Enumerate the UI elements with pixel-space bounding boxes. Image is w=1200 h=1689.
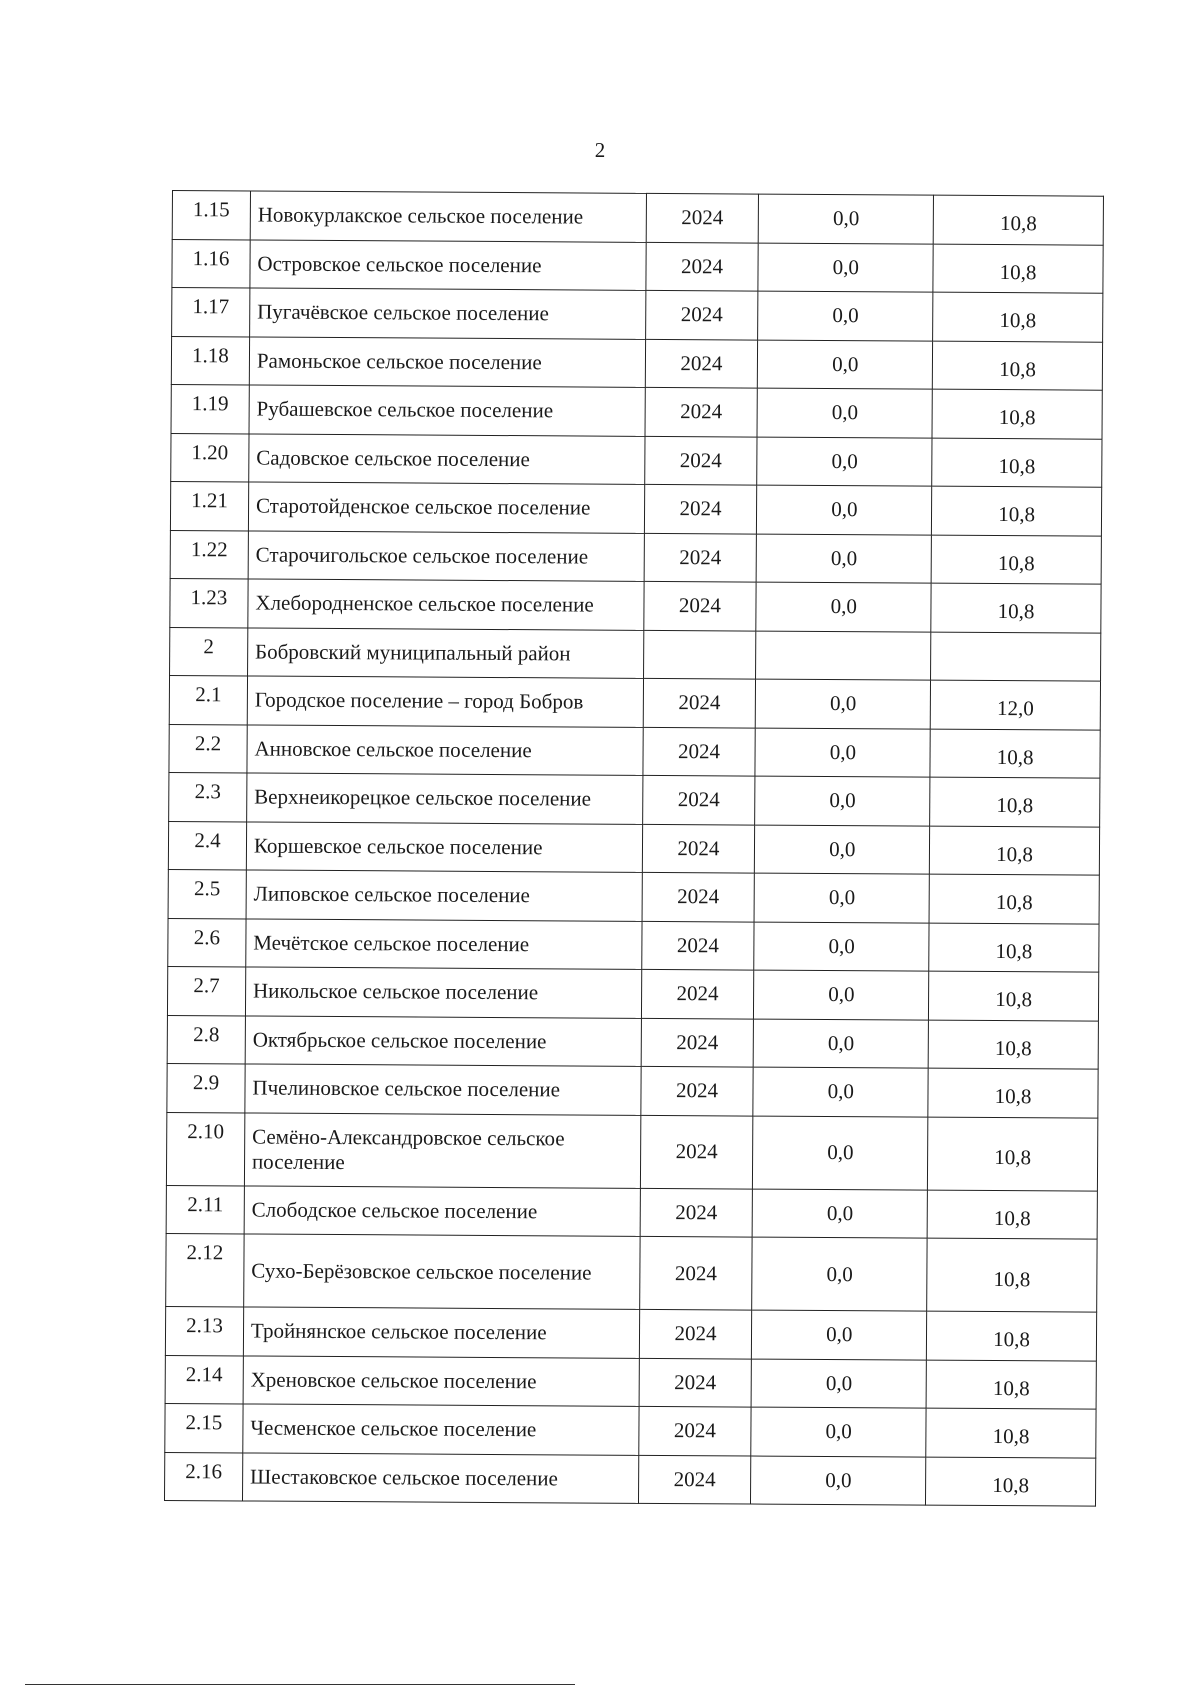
cell-year: 2024 — [642, 872, 755, 921]
cell-value-1: 0,0 — [757, 437, 932, 487]
cell-value-2 — [931, 632, 1101, 682]
cell-value-2: 10,8 — [930, 777, 1100, 827]
cell-value-1: 0,0 — [752, 1310, 927, 1360]
cell-value-2: 10,8 — [926, 1408, 1096, 1458]
cell-year: 2024 — [641, 1018, 754, 1067]
cell-value-1: 0,0 — [753, 1189, 928, 1239]
table-row — [170, 578, 1101, 632]
cell-value-2: 10,8 — [926, 1360, 1096, 1410]
cell-settlement-name: Садовское сельское поселение — [249, 433, 645, 484]
cell-value-2: 10,8 — [929, 971, 1099, 1021]
cell-year: 2024 — [646, 193, 759, 242]
cell-year: 2024 — [641, 921, 754, 970]
cell-settlement-name: Старотойденское сельское поселение — [248, 482, 644, 533]
page-number: 2 — [594, 138, 606, 162]
cell-number: 2.11 — [166, 1185, 244, 1234]
cell-settlement-name: Семёно-Александровское сельское поселение — [244, 1112, 640, 1187]
table-row — [172, 239, 1103, 293]
table-row — [170, 627, 1101, 681]
cell-value-1: 0,0 — [751, 1407, 926, 1457]
cell-number: 2.15 — [165, 1403, 243, 1452]
cell-value-2: 10,8 — [932, 486, 1102, 536]
cell-number: 1.20 — [171, 433, 249, 482]
table-row — [167, 966, 1098, 1020]
cell-value-2: 10,8 — [931, 535, 1101, 585]
table-row — [169, 772, 1100, 826]
cell-settlement-name: Новокурлакское сельское поселение — [250, 191, 646, 242]
cell-year: 2024 — [644, 533, 757, 582]
cell-settlement-name: Рамоньское сельское поселение — [249, 336, 645, 387]
cell-number: 1.21 — [170, 481, 248, 530]
cell-value-2: 10,8 — [928, 1068, 1098, 1118]
table-row — [165, 1306, 1096, 1360]
cell-value-1: 0,0 — [757, 534, 932, 584]
cell-number: 2.7 — [167, 966, 245, 1015]
cell-number: 2.1 — [169, 675, 247, 724]
cell-number: 1.18 — [171, 336, 249, 385]
cell-number: 1.19 — [171, 384, 249, 433]
cell-number: 1.22 — [170, 530, 248, 579]
cell-value-1: 0,0 — [754, 873, 929, 923]
table-row — [172, 191, 1103, 245]
cell-settlement-name: Слободское сельское поселение — [244, 1185, 640, 1236]
cell-number: 2.12 — [166, 1233, 244, 1306]
cell-settlement-name: Октябрьское сельское поселение — [245, 1015, 641, 1066]
cell-value-1: 0,0 — [758, 243, 933, 293]
table-row — [168, 918, 1099, 972]
cell-value-2: 10,8 — [933, 244, 1103, 294]
cell-settlement-name: Городское поселение – город Бобров — [247, 676, 643, 727]
cell-settlement-name: Никольское сельское поселение — [245, 967, 641, 1018]
cell-number: 1.16 — [172, 239, 250, 288]
cell-year: 2024 — [638, 1455, 751, 1504]
cell-value-2: 10,8 — [928, 1020, 1098, 1070]
table-row — [171, 433, 1102, 487]
cell-year: 2024 — [640, 1066, 753, 1115]
cell-settlement-name: Хлебородненское сельское поселение — [248, 579, 644, 630]
cell-value-1: 0,0 — [751, 1359, 926, 1409]
cell-value-1: 0,0 — [755, 776, 930, 826]
cell-value-1 — [756, 631, 931, 681]
cell-value-2: 10,8 — [932, 438, 1102, 488]
cell-value-1: 0,0 — [757, 388, 932, 438]
cell-value-2: 12,0 — [930, 680, 1100, 730]
cell-value-1: 0,0 — [754, 922, 929, 972]
cell-settlement-name: Старочигольское сельское поселение — [248, 530, 644, 581]
cell-year: 2024 — [640, 1188, 753, 1237]
table-row — [170, 481, 1101, 535]
cell-number: 2.8 — [167, 1015, 245, 1064]
table-row — [165, 1403, 1096, 1457]
table-row — [169, 675, 1100, 729]
cell-number: 2.13 — [165, 1306, 243, 1355]
cell-settlement-name: Верхнеикорецкое сельское поселение — [247, 773, 643, 824]
table-row — [168, 869, 1099, 923]
cell-value-1: 0,0 — [755, 728, 930, 778]
cell-value-2: 10,8 — [932, 341, 1102, 391]
table-row — [171, 384, 1102, 438]
cell-year: 2024 — [642, 824, 755, 873]
cell-value-1: 0,0 — [753, 1116, 928, 1190]
table-row — [169, 724, 1100, 778]
cell-value-1: 0,0 — [756, 582, 931, 632]
table-row — [172, 288, 1103, 342]
cell-value-1: 0,0 — [759, 194, 934, 244]
cell-value-1: 0,0 — [756, 679, 931, 729]
cell-year: 2024 — [642, 775, 755, 824]
settlements-table — [164, 190, 1104, 1507]
cell-value-2: 10,8 — [930, 729, 1100, 779]
cell-settlement-name: Хреновское сельское поселение — [243, 1355, 639, 1406]
footer-rule — [25, 1684, 575, 1685]
cell-value-2: 10,8 — [927, 1311, 1097, 1361]
table-row — [166, 1233, 1097, 1312]
cell-year — [643, 630, 756, 679]
cell-number: 2.2 — [169, 724, 247, 773]
cell-year: 2024 — [645, 339, 758, 388]
table-row — [166, 1112, 1097, 1191]
table-row — [171, 336, 1102, 390]
cell-value-2: 10,8 — [933, 195, 1103, 245]
cell-value-1: 0,0 — [757, 485, 932, 535]
table-row — [165, 1355, 1096, 1409]
cell-year: 2024 — [642, 727, 755, 776]
cell-settlement-name: Рубашевское сельское поселение — [249, 385, 645, 436]
cell-value-2: 10,8 — [927, 1190, 1097, 1240]
cell-year: 2024 — [643, 581, 756, 630]
cell-settlement-name: Пчелиновское сельское поселение — [245, 1064, 641, 1115]
table-row — [170, 530, 1101, 584]
cell-settlement-name: Анновское сельское поселение — [247, 724, 643, 775]
cell-year: 2024 — [639, 1358, 752, 1407]
cell-value-1: 0,0 — [755, 825, 930, 875]
cell-year: 2024 — [645, 290, 758, 339]
cell-number: 2.3 — [169, 772, 247, 821]
cell-value-1: 0,0 — [754, 970, 929, 1020]
cell-number: 2.9 — [167, 1063, 245, 1112]
table-row — [164, 1452, 1095, 1506]
cell-year: 2024 — [643, 678, 756, 727]
table-body — [164, 191, 1103, 1507]
cell-number: 1.15 — [172, 191, 250, 240]
cell-number: 1.23 — [170, 578, 248, 627]
cell-value-1: 0,0 — [752, 1237, 927, 1311]
cell-value-2: 10,8 — [926, 1457, 1096, 1507]
cell-year: 2024 — [639, 1236, 752, 1310]
cell-settlement-name: Бобровский муниципальный район — [247, 627, 643, 678]
cell-number: 2.16 — [164, 1452, 242, 1501]
cell-number: 2.4 — [168, 821, 246, 870]
cell-year: 2024 — [638, 1406, 751, 1455]
cell-number: 2.5 — [168, 869, 246, 918]
cell-year: 2024 — [645, 242, 758, 291]
cell-number: 2.14 — [165, 1355, 243, 1404]
cell-year: 2024 — [641, 969, 754, 1018]
cell-value-2: 10,8 — [933, 292, 1103, 342]
cell-value-1: 0,0 — [758, 340, 933, 390]
cell-settlement-name: Островское сельское поселение — [250, 239, 646, 290]
cell-value-1: 0,0 — [753, 1067, 928, 1117]
cell-year: 2024 — [644, 484, 757, 533]
cell-settlement-name: Тройнянское сельское поселение — [243, 1307, 639, 1358]
cell-settlement-name: Шестаковское сельское поселение — [242, 1452, 638, 1503]
cell-settlement-name: Липовское сельское поселение — [246, 870, 642, 921]
cell-settlement-name: Сухо-Берёзовское сельское поселение — [244, 1234, 640, 1309]
cell-year: 2024 — [639, 1309, 752, 1358]
table-row — [168, 821, 1099, 875]
cell-value-2: 10,8 — [931, 583, 1101, 633]
cell-settlement-name: Мечётское сельское поселение — [246, 918, 642, 969]
cell-year: 2024 — [640, 1115, 753, 1189]
cell-year: 2024 — [645, 387, 758, 436]
cell-value-1: 0,0 — [751, 1456, 926, 1506]
table-row — [166, 1185, 1097, 1239]
cell-value-1: 0,0 — [758, 291, 933, 341]
cell-value-2: 10,8 — [930, 826, 1100, 876]
cell-year: 2024 — [644, 436, 757, 485]
table-row — [167, 1015, 1098, 1069]
cell-value-2: 10,8 — [932, 389, 1102, 439]
cell-number: 1.17 — [172, 288, 250, 337]
cell-number: 2 — [170, 627, 248, 676]
cell-settlement-name: Пугачёвское сельское поселение — [250, 288, 646, 339]
cell-number: 2.6 — [168, 918, 246, 967]
cell-value-2: 10,8 — [928, 1117, 1098, 1191]
cell-number: 2.10 — [166, 1112, 244, 1185]
cell-settlement-name: Чесменское сельское поселение — [243, 1404, 639, 1455]
cell-value-2: 10,8 — [929, 923, 1099, 973]
table-row — [167, 1063, 1098, 1117]
cell-value-1: 0,0 — [754, 1019, 929, 1069]
cell-value-2: 10,8 — [927, 1238, 1097, 1312]
cell-settlement-name: Коршевское сельское поселение — [246, 821, 642, 872]
cell-value-2: 10,8 — [929, 874, 1099, 924]
